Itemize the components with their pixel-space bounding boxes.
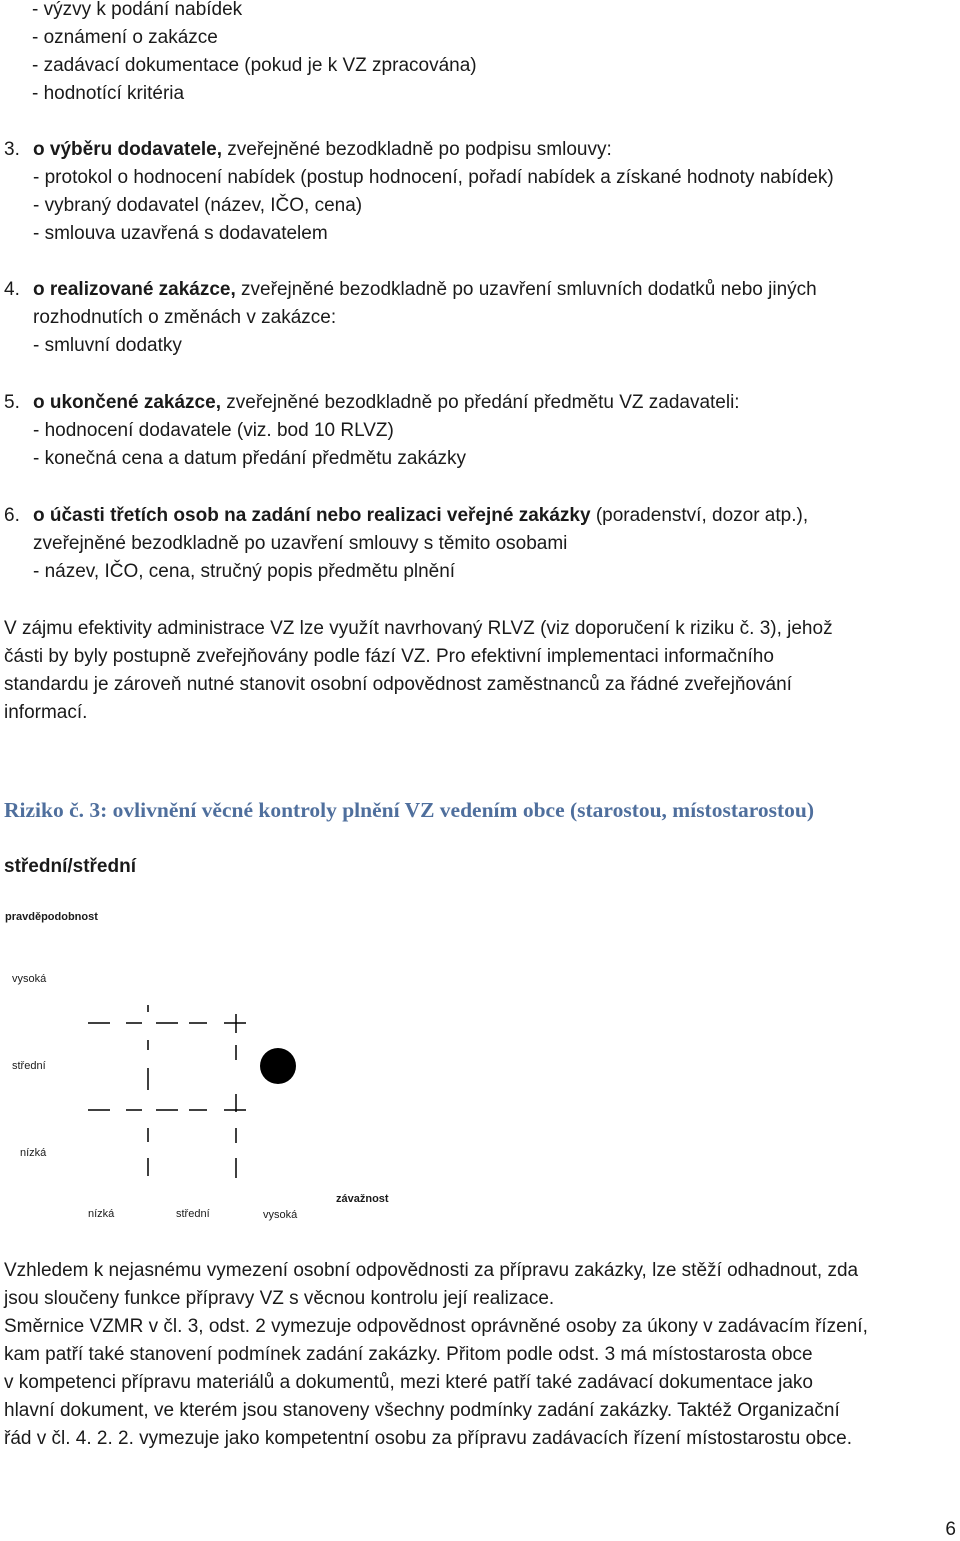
risk-heading: Riziko č. 3: ovlivnění věcné kontroly plnění VZ vedením obce (starostou, místostarostou) [4,798,815,822]
section-text: zveřejněné bezodkladně po uzavření smluvních dodatků nebo jiných [235,279,817,300]
paragraph-line: Vzhledem k nejasnému vymezení osobní odpovědnosti za přípravu zakázky, lze stěží odhadnout, zda [4,1260,859,1281]
paragraph-line: části by byly postupně zveřejňovány podle fází VZ. Pro efektivní implementaci informačního [4,646,774,667]
list-item: - hodnotící kritéria [32,83,185,104]
paragraph-line: V zájmu efektivity administrace VZ lze využít navrhovaný RLVZ (viz doporučení k riziku č. 3), jehož [4,618,833,639]
matrix-grid [88,1005,246,1178]
section-heading-line [33,278,817,302]
section-heading-line [33,138,612,162]
section-title: o ukončené zakázce, [33,392,221,413]
section-title: o výběru dodavatele, [33,139,223,160]
section-heading-line [33,391,740,415]
risk-rating: střední/střední [4,856,136,877]
list-item: - smluvní dodatky [33,335,182,356]
list-item: - protokol o hodnocení nabídek (postup hodnocení, pořadí nabídek a získané hodnoty nabídek) [33,167,834,188]
list-item: - vybraný dodavatel (název, IČO, cena) [33,195,363,216]
paragraph-line: kam patří také stanovení podmínek zadání zakázky. Přitom podle odst. 3 má místostarosta obce [4,1344,813,1365]
paragraph-line: informací. [4,702,88,723]
x-level-label: střední [176,1208,210,1220]
section-text: zveřejněné bezodkladně po podpisu smlouvy: [222,139,612,160]
list-item: - konečná cena a datum předání předmětu zakázky [33,448,467,469]
paragraph-line: Směrnice VZMR v čl. 3, odst. 2 vymezuje odpovědnost oprávněné osoby za úkony v zadávacím řízení, [4,1316,868,1337]
section-number: 6. [4,505,20,526]
list-item: - smlouva uzavřená s dodavatelem [33,223,328,244]
x-axis-title: závažnost [336,1193,389,1205]
section-title: o realizované zakázce, [33,279,236,300]
x-level-label: nízká [88,1208,115,1220]
page-number: 6 [945,1519,956,1540]
risk-marker [260,1048,296,1084]
x-level-label: vysoká [263,1209,298,1221]
section-number: 5. [4,392,20,413]
y-axis-title: pravděpodobnost [5,911,98,923]
list-item: - zadávací dokumentace (pokud je k VZ zpracována) [32,55,477,76]
section-number: 3. [4,139,20,160]
list-item: - hodnocení dodavatele (viz. bod 10 RLVZ) [33,420,394,441]
list-item: - výzvy k podání nabídek [32,0,243,20]
section-text-continuation: zveřejněné bezodkladně po uzavření smlouvy s těmito osobami [33,533,568,554]
section-text-continuation: rozhodnutích o změnách v zakázce: [33,307,337,328]
risk-matrix [0,900,420,1230]
list-item: - oznámení o zakázce [32,27,218,48]
y-level-label: nízká [20,1147,47,1159]
y-level-label: vysoká [12,973,47,985]
y-level-label: střední [12,1060,46,1072]
section-text: zveřejněné bezodkladně po předání předmětu VZ zadavateli: [220,392,740,413]
paragraph-line: jsou sloučeny funkce přípravy VZ s věcnou kontrolu její realizace. [4,1288,555,1309]
paragraph-line: standardu je zároveň nutné stanovit osobní odpovědnost zaměstnanců za řádné zveřejňování [4,674,792,695]
section-heading-line [33,504,808,528]
paragraph-line: v kompetenci přípravu materiálů a dokumentů, mezi které patří také zadávací dokumentace jako [4,1372,813,1393]
section-text: (poradenství, dozor atp.), [590,505,809,526]
paragraph-line: hlavní dokument, ve kterém jsou stanoveny všechny podmínky zadání zakázky. Taktéž Organizační [4,1400,840,1421]
section-number: 4. [4,279,20,300]
list-item: - název, IČO, cena, stručný popis předmětu plnění [33,561,456,582]
paragraph-line: řád v čl. 4. 2. 2. vymezuje jako kompetentní osobu za přípravu zadávacích řízení místostarostu obce. [4,1428,853,1449]
section-title: o účasti třetích osob na zadání nebo realizaci veřejné zakázky [33,505,591,526]
